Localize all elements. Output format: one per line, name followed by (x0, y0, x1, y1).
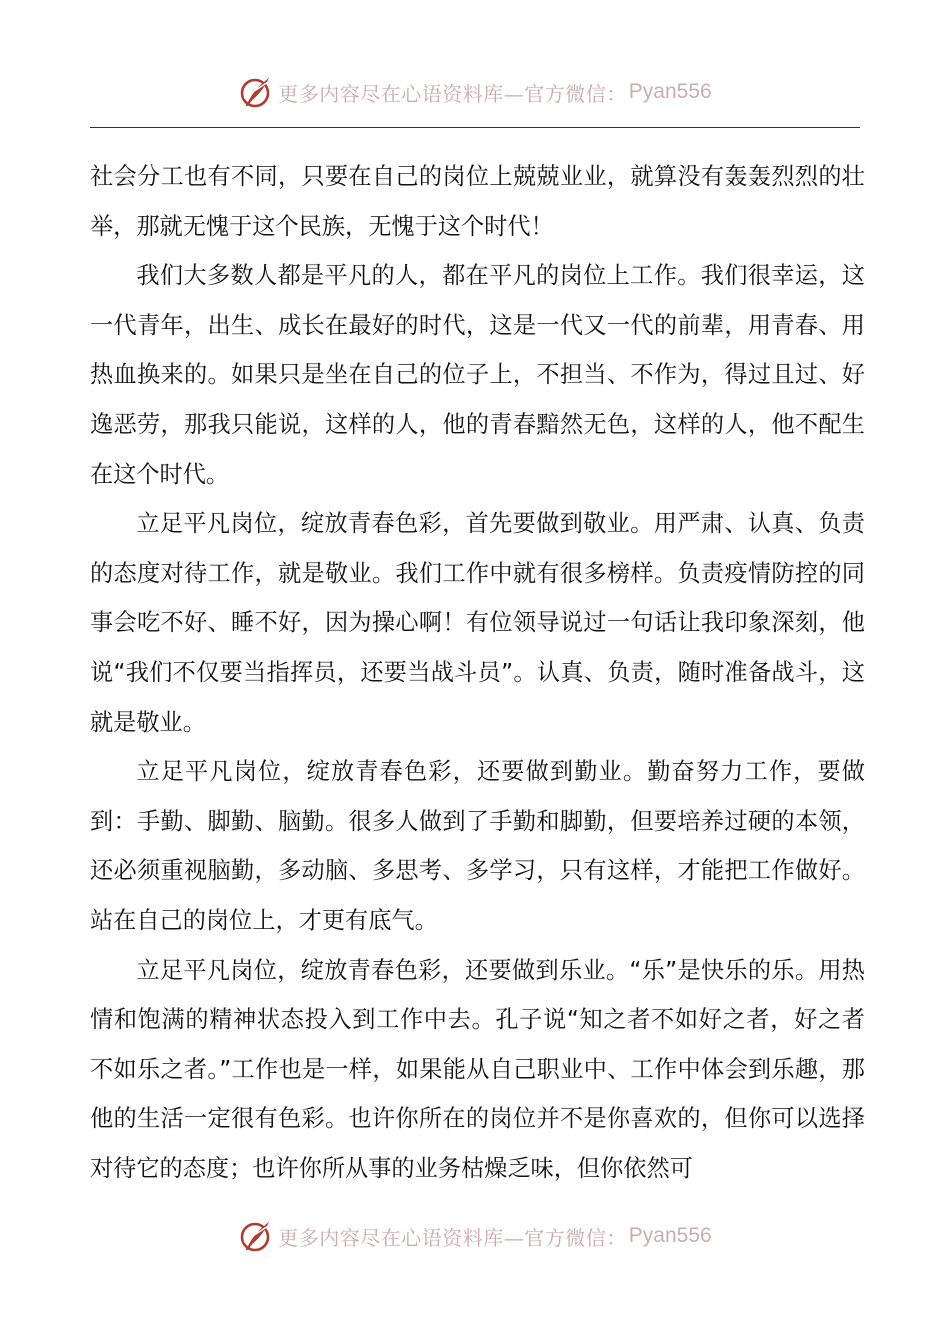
page-footer-watermark (0, 1216, 950, 1256)
footer-wechat-handle: Pyan556 (628, 1224, 712, 1247)
header-wechat-handle: Pyan556 (628, 80, 712, 103)
footer-brand-text: 更多内容尽在心语资料库—官方微信： (278, 1225, 627, 1250)
header-divider (90, 127, 860, 128)
page-header-watermark (0, 72, 950, 112)
feather-pen-logo-icon (238, 74, 274, 110)
header-brand-text: 更多内容尽在心语资料库—官方微信： (278, 81, 627, 106)
paragraph-2: 我们大多数人都是平凡的人，都在平凡的岗位上工作。我们很幸运，这一代青年，出生、成长在最好的时代，这是一代又一代的前辈，用青春、用热血换来的。如果只是坐在自己的位子上，不担当、不作为，得过且过、好逸恶劳，那我只能说，这样的人，他的青春黯然无色，这样的人，他不配生在这个时代。 (90, 262, 865, 488)
paragraph-5: 立足平凡岗位，绽放青春色彩，还要做到乐业。“乐”是快乐的乐。用热情和饱满的精神状态投入到工作中去。孔子说“知之者不如好之者，好之者不如乐之者。”工作也是一样，如果能从自己职业中、工作中体会到乐趣，那他的生活一定很有色彩。也许你所在的岗位并不是你喜欢的，但你可以选择对待它的态度；也许你所从事的业务枯燥乏味，但你依然可 (90, 956, 865, 1182)
feather-pen-logo-icon (238, 1218, 274, 1254)
paragraph-1: 社会分工也有不同，只要在自己的岗位上兢兢业业，就算没有轰轰烈烈的壮举，那就无愧于这个民族，无愧于这个时代！ (90, 163, 865, 240)
paragraph-3: 立足平凡岗位，绽放青春色彩，首先要做到敬业。用严肃、认真、负责的态度对待工作，就是敬业。我们工作中就有很多榜样。负责疫情防控的同事会吃不好、睡不好，因为操心啊！有位领导说过一句话让我印象深刻，他说“我们不仅要当指挥员，还要当战斗员”。认真、负责，随时准备战斗，这就是敬业。 (90, 510, 865, 736)
document-body (90, 152, 865, 1193)
paragraph-4: 立足平凡岗位，绽放青春色彩，还要做到勤业。勤奋努力工作，要做到：手勤、脚勤、脑勤。很多人做到了手勤和脚勤，但要培养过硬的本领，还必须重视脑勤，多动脑、多思考、多学习，只有这样，才能把工作做好。站在自己的岗位上，才更有底气。 (90, 758, 865, 934)
